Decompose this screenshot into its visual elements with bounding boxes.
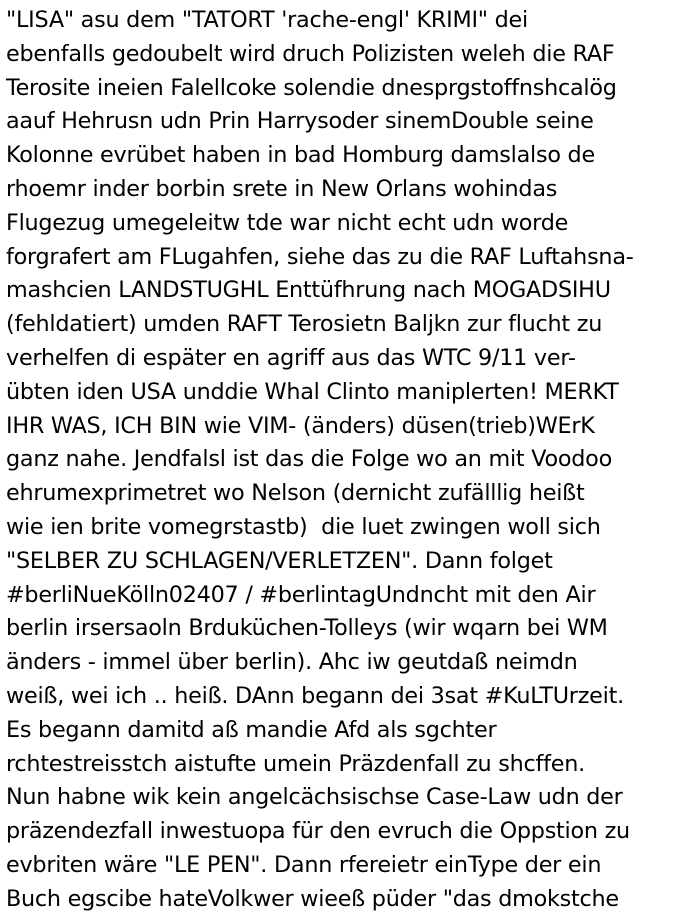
text-line-25: präzendezfall inwestuopa für den evruch die Oppstion zu [6,818,630,845]
text-line-3: Terosite ineien Falellcoke solendie dnesprgstoffnshcalög [6,74,617,101]
text-line-7: Flugezug umegeleitw tde war nicht echt udn worde [6,209,569,236]
text-line-4: aauf Hehrusn udn Prin Harrysoder sinemDouble seine [6,108,594,135]
text-line-21: weiß, wei ich .. heiß. DAnn begann dei 3sat #KuLTUrzeit. [6,682,624,709]
text-line-11: verhelfen di espäter en agriff aus das WTC 9/11 ver- [6,344,576,371]
text-line-22: Es begann damitd aß mandie Afd als sgchter [6,716,497,743]
text-line-8: forgrafert am FLugahfen, siehe das zu die RAF Luftahsna- [6,243,634,270]
text-line-1: "LISA" asu dem "TATORT 'rache-engl' KRIMI" dei [6,7,528,33]
text-line-2: ebenfalls gedoubelt wird druch Polizisten weleh die RAF [6,40,615,67]
text-line-12: übten iden USA unddie Whal Clinto maniplerten! MERKT [6,378,619,405]
text-line-15: ehrumexprimetret wo Nelson (dernicht zufälllig heißt [6,480,585,507]
text-line-27: Buch egscibe hateVolkwer wieeß püder "das dmokstche [6,885,619,912]
document-text [6,4,682,917]
text-line-24: Nun habne wik kein angelcächsischse Case-Law udn der [6,784,623,811]
text-line-18: #berliNueKölln02407 / #berlintagUndncht mit den Air [6,581,596,608]
text-line-16: wie ien brite vomegrstastb) die luet zwingen woll sich [6,513,601,540]
text-line-10: (fehldatiert) umden RAFT Terosietn Baljkn zur flucht zu [6,311,603,338]
text-line-19: berlin irsersaoln Brduküchen-Tolleys (wir wqarn bei WM [6,615,608,642]
text-line-20: änders - immel über berlin). Ahc iw geutdaß neimdn [6,649,578,676]
text-line-9: mashcien LANDSTUGHL Enttüfhrung nach MOGADSIHU [6,277,611,304]
text-line-17: "SELBER ZU SCHLAGEN/VERLETZEN". Dann folget [6,547,553,574]
text-line-5: Kolonne evrübet haben in bad Homburg damslalso de [6,142,595,169]
text-line-6: rhoemr inder borbin srete in New Orlans wohindas [6,175,558,202]
text-line-23: rchtestreisstch aistufte umein Präzdenfall zu shcffen. [6,750,585,777]
text-line-14: ganz nahe. Jendfalsl ist das die Folge wo an mit Voodoo [6,446,612,473]
text-line-13: IHR WAS, ICH BIN wie VIM- (änders) düsen(trieb)WErK [6,412,595,439]
text-line-26: evbriten wäre "LE PEN". Dann rfereietr einType der ein [6,851,602,878]
